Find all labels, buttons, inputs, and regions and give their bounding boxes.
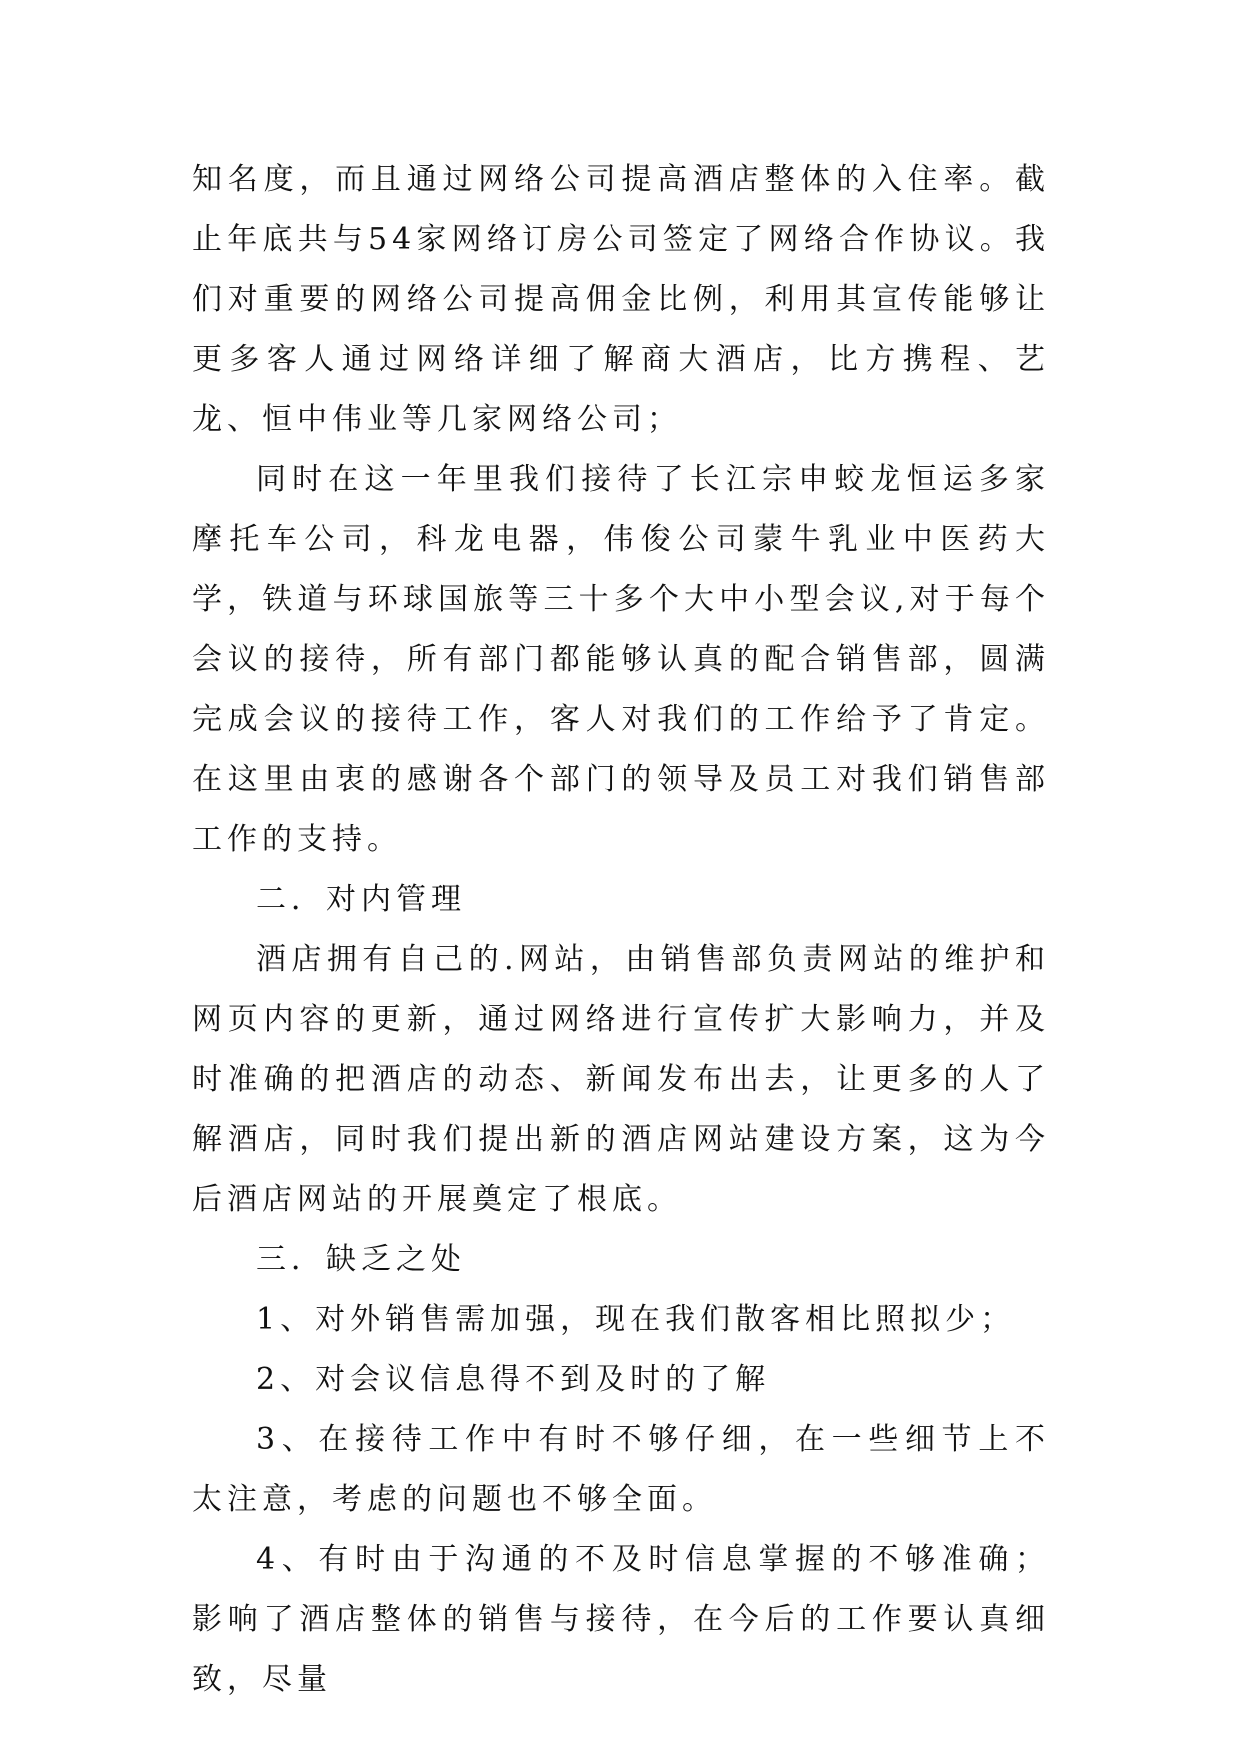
- paragraph-conference-reception: 同时在这一年里我们接待了长江宗申蛟龙恒运多家摩托车公司，科龙电器，伟俊公司蒙牛乳业中医药大学，铁道与环球国旅等三十多个大中小型会议,对于每个会议的接待，所有部门都能够认真的配合销售部，圆满完成会议的接待工作，客人对我们的工作给予了肯定。在这里由衷的感谢各个部门的领导及员工对我们销售部工作的支持。: [192, 462, 1050, 857]
- paragraph-website: 酒店拥有自己的.网站，由销售部负责网站的维护和网页内容的更新，通过网络进行宣传扩大影响力，并及时准确的把酒店的动态、新闻发布出去，让更多的人了解酒店，同时我们提出新的酒店网站建设方案，这为今后酒店网站的开展奠定了根底。: [192, 942, 1050, 1217]
- document-page: [192, 150, 1050, 1710]
- list-item-shortcoming-3: 3、在接待工作中有时不够仔细，在一些细节上不太注意，考虑的问题也不够全面。: [192, 1422, 1050, 1517]
- list-item-shortcoming-4: 4、有时由于沟通的不及时信息掌握的不够准确；影响了酒店整体的销售与接待，在今后的工作要认真细致，尽量: [192, 1542, 1050, 1697]
- paragraph-network-partners: 知名度，而且通过网络公司提高酒店整体的入住率。截止年底共与54家网络订房公司签定了网络合作协议。我们对重要的网络公司提高佣金比例，利用其宣传能够让更多客人通过网络详细了解商大酒店，比方携程、艺龙、恒中伟业等几家网络公司；: [192, 162, 1050, 437]
- section-heading-internal-management: 二．对内管理: [256, 882, 466, 917]
- section-heading-shortcomings: 三．缺乏之处: [256, 1242, 466, 1277]
- list-item-shortcoming-1: 1、对外销售需加强，现在我们散客相比照拟少；: [256, 1302, 1016, 1337]
- list-item-shortcoming-2: 2、对会议信息得不到及时的了解: [256, 1362, 771, 1397]
